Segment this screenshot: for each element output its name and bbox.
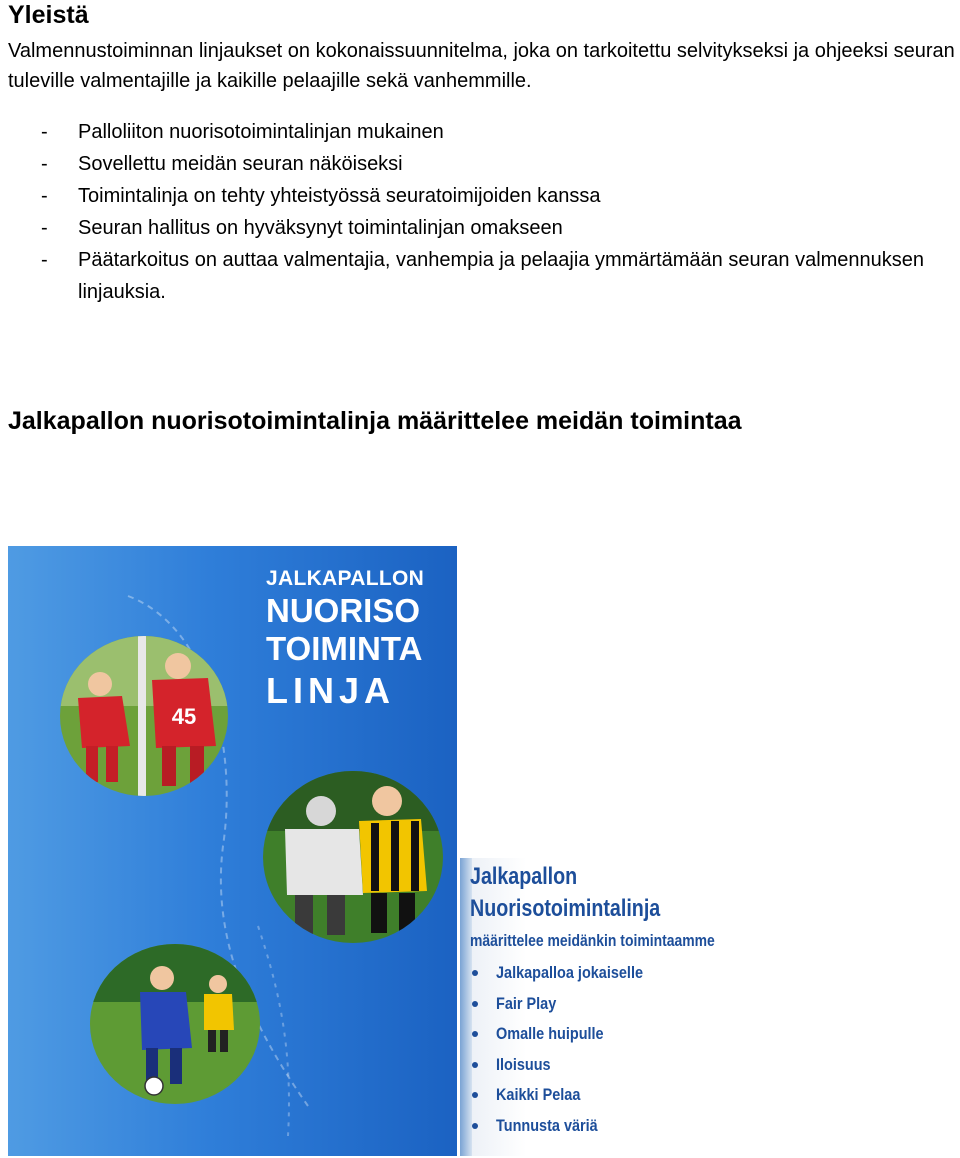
panel-title: Nuorisotoimintalinja bbox=[470, 895, 661, 922]
main-heading: Jalkapallon nuorisotoimintalinja määrittelee meidän toimintaa bbox=[8, 407, 742, 435]
dash-marker: - bbox=[41, 249, 48, 271]
poster-title-line: LINJA bbox=[266, 670, 396, 711]
dash-marker: - bbox=[41, 217, 48, 239]
panel-list-text: Kaikki Pelaa bbox=[496, 1085, 581, 1104]
poster-title-line: TOIMINTA bbox=[266, 630, 423, 667]
bullet-text: Seuran hallitus on hyväksynyt toimintalinjan omakseen bbox=[78, 217, 563, 239]
panel-list-text: Tunnusta väriä bbox=[496, 1115, 598, 1135]
bullet-dot-icon bbox=[472, 1123, 478, 1129]
photo-red-team bbox=[60, 636, 228, 796]
section-title: Yleistä bbox=[8, 1, 89, 29]
bullet-text: Toimintalinja on tehty yhteistyössä seuratoimijoiden kanssa bbox=[78, 185, 601, 207]
panel-list bbox=[470, 958, 760, 1141]
bullet-dot-icon bbox=[472, 1092, 478, 1098]
intro-paragraph: Valmennustoiminnan linjaukset on kokonaissuunnitelma, joka on tarkoitettu selvitykseksi ja ohjeeksi seuran tuleville valmentajille ja kaikille pelaajille sekä vanhemmille. bbox=[8, 40, 955, 92]
panel-list-item bbox=[470, 1019, 760, 1050]
panel-list-text: Iloisuus bbox=[496, 1054, 551, 1074]
panel-list-item bbox=[470, 1111, 760, 1142]
poster-title-line: NUORISO bbox=[266, 592, 421, 629]
panel-list-item bbox=[470, 1080, 760, 1111]
bullet-dot-icon bbox=[472, 1031, 478, 1037]
photo-yellow-team bbox=[263, 771, 443, 943]
panel-list-text: Fair Play bbox=[496, 993, 557, 1013]
bullet-text: Sovellettu meidän seuran näköiseksi bbox=[78, 153, 403, 175]
bullet-item bbox=[41, 212, 951, 244]
dash-marker: - bbox=[41, 153, 48, 175]
photo-blue-team bbox=[90, 944, 260, 1104]
panel-title: Jalkapallon bbox=[470, 863, 578, 890]
poster-title-line: JALKAPALLON bbox=[266, 567, 425, 590]
dash-marker: - bbox=[41, 121, 48, 143]
bullet-item bbox=[41, 244, 951, 308]
dash-marker: - bbox=[41, 185, 48, 207]
bullet-item bbox=[41, 180, 951, 212]
poster-title bbox=[266, 566, 456, 714]
poster-image bbox=[8, 546, 457, 1156]
bullet-list bbox=[41, 116, 951, 308]
panel-image bbox=[460, 858, 760, 1156]
player-number: 45 bbox=[171, 704, 197, 729]
panel-list-item bbox=[470, 989, 760, 1020]
bullet-item bbox=[41, 148, 951, 180]
panel-list-text: Omalle huipulle bbox=[496, 1024, 604, 1043]
panel-list-item bbox=[470, 1050, 760, 1081]
bullet-text: Palloliiton nuorisotoimintalinjan mukainen bbox=[78, 121, 444, 143]
panel-subtitle: määrittelee meidänkin toimintaamme bbox=[470, 931, 715, 950]
panel-list-text: Jalkapalloa jokaiselle bbox=[496, 963, 644, 982]
bullet-dot-icon bbox=[472, 970, 478, 976]
bullet-dot-icon bbox=[472, 1001, 478, 1007]
panel-list-item bbox=[470, 958, 760, 989]
bullet-dot-icon bbox=[472, 1062, 478, 1068]
bullet-item bbox=[41, 116, 951, 148]
panel-content bbox=[470, 862, 760, 1141]
bullet-text: Päätarkoitus on auttaa valmentajia, vanhempia ja pelaajia ymmärtämään seuran valmennuksen linjauksia. bbox=[78, 249, 925, 303]
